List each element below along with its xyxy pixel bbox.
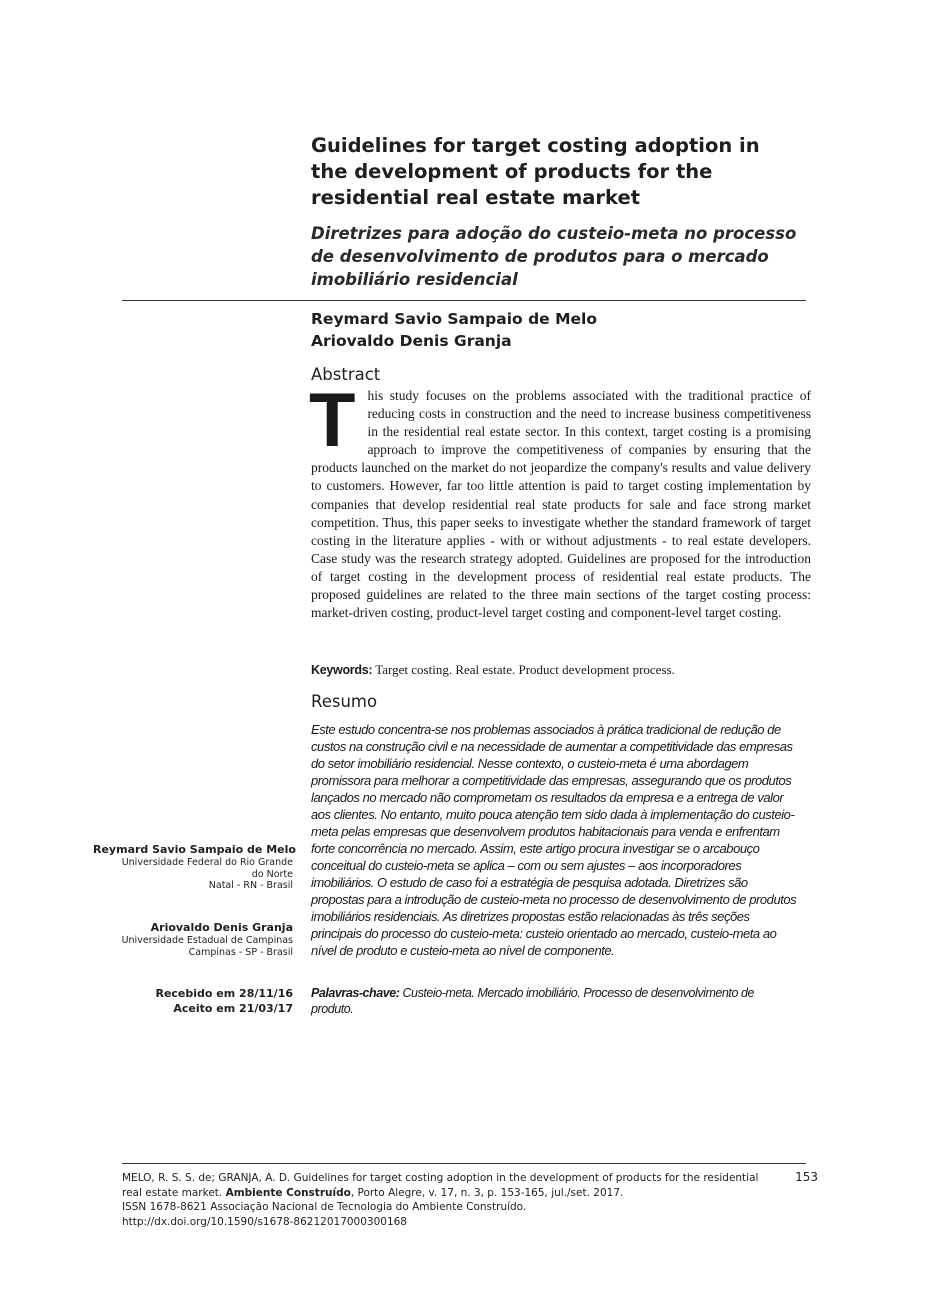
received-date: Recebido em 28/11/16 [155,987,293,1000]
keywords [311,661,811,679]
article-title: Guidelines for target costing adoption in the development of products for the residential real estate market [311,134,760,209]
footer-citation [122,1171,762,1229]
author-name: Ariovaldo Denis Granja [311,332,512,350]
citation-details: , Porto Alegre, v. 17, n. 3, p. 153-165, jul./set. 2017. [350,1186,624,1199]
palavras-chave-label: Palavras-chave: [311,986,400,1000]
sidebar-location: Campinas - SP - Brasil [188,946,293,958]
journal-name: Ambiente Construído [225,1186,351,1199]
author-name: Reymard Savio Sampaio de Melo [311,310,597,328]
palavras-chave-text: Custeio-meta. Mercado imobiliário. Processo de desenvolvimento de produto. [311,986,754,1016]
author1-affiliation-block [93,843,296,892]
abstract-text: his study focuses on the problems associated with the traditional practice of reducing costs in construction and the need to increase business competitiveness in the residential real estate sector. In this context, target costing is a promising approach to improve the competitiveness of companies by ensuring that the products launched on the market do not jeopardize the company's results and value delivery to customers. However, far too little attention is paid to target costing implementation by companies that develop residential real state products for sale and face strong market competition. Thus, this paper seeks to investigate whether the standard framework of target costing in the literature applies - with or without adjustments - to real estate developers. Case study was the research strategy adopted. Guidelines are proposed for the introduction of target costing in the development process of residential real estate products. The proposed guidelines are related to the three main sections of the target costing process: market-driven costing, product-level target costing and component-level target costing. [311,388,811,621]
abstract-body [309,378,811,622]
citation-line [122,1171,762,1200]
citation-text: MELO, R. S. S. de; GRANJA, A. D. Guidelines for target costing adoption in the development of products for the residential real estate market. [122,1172,759,1199]
sidebar-affiliation: Universidade Estadual de Campinas [121,935,293,946]
author-list [311,308,791,352]
page-number: 153 [795,1170,818,1184]
doi-link[interactable]: http://dx.doi.org/10.1590/s1678-86212017000300168 [122,1215,407,1228]
keywords-label: Keywords: [311,663,373,677]
accepted-date: Aceito em 21/03/17 [173,1002,293,1015]
dates-block [93,986,293,1016]
header-divider [122,300,806,301]
sidebar-affiliation: Universidade Federal do Rio Grande [121,857,293,868]
palavras-chave [311,985,791,1017]
author2-affiliation-block [93,921,293,958]
issn-line: ISSN 1678-8621 Associação Nacional de Tecnologia do Ambiente Construído. [122,1201,527,1213]
article-subtitle: Diretrizes para adoção do custeio-meta no processo de desenvolvimento de produtos para o mercado imobiliário residencial [311,224,797,289]
footer-divider [122,1163,806,1164]
sidebar-location: Natal - RN - Brasil [208,880,293,891]
sidebar-author-name: Reymard Savio Sampaio de Melo [93,843,296,856]
sidebar-affiliation: do Norte [251,868,293,880]
abstract-heading: Abstract [311,365,381,384]
resumo-heading: Resumo [311,692,378,711]
keywords-text: Target costing. Real estate. Product development process. [375,662,675,677]
drop-cap: T [309,378,356,463]
sidebar-author-name: Ariovaldo Denis Granja [150,921,293,934]
resumo-body: Este estudo concentra-se nos problemas associados à prática tradicional de redução de custos na construção civil e na necessidade de aumentar a competitividade das empresas do setor imobiliário residencial. Nesse contexto, o custeio-meta é uma abordagem promissora para melhorar a competitividade das empresas, assegurando que os produtos lançados no mercado não comprometam os resultados da empresa e a entrega de valor aos clientes. No entanto, muito pouca atenção tem sido dada à implementação do custeio-meta pelas empresas que desenvolvem produtos habitacionais para venda e enfrentam forte concorrência no mercado. Assim, este artigo procura investigar se o arcabouço conceitual do custeio-meta se aplica – com ou sem ajustes – aos incorporadores imobiliários. O estudo de caso foi a estratégia de pesquisa adotada. Diretrizes são propostas para a introdução de custeio-meta no processo de desenvolvimento de produtos imobiliários residenciais. As diretrizes propostas estão relacionadas às três seções principais do processo do custeio-meta: custeio orientado ao mercado, custeio-meta ao nível de produto e custeio-meta ao nível de componente. [311,722,797,958]
